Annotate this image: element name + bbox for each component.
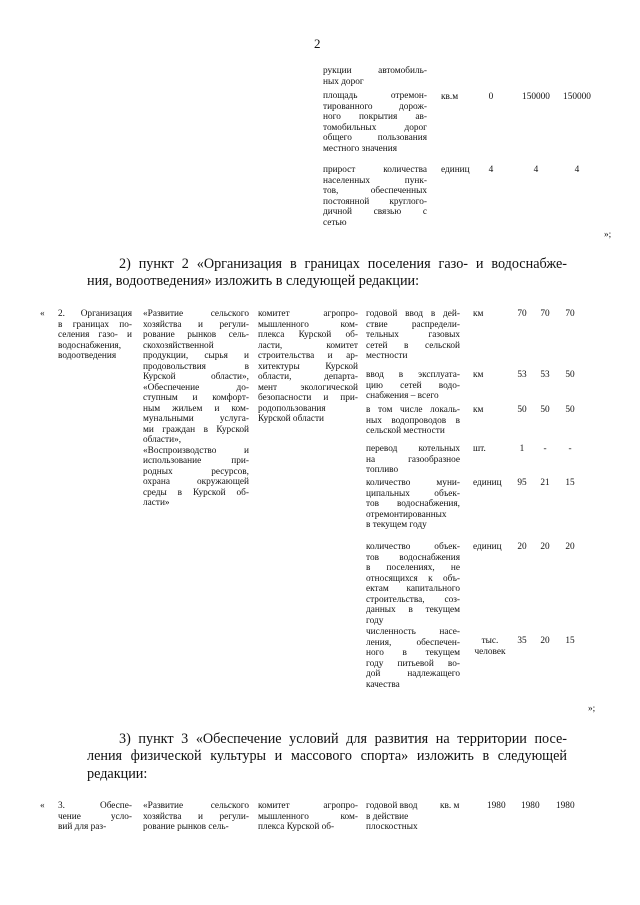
value-cell-2: 21 (540, 478, 550, 488)
indicator-cell (366, 542, 460, 626)
paragraph-item-3 (87, 731, 567, 783)
state-program-cell-line: родных ресурсов, (143, 466, 249, 477)
indicator-cell-line: плоскостных (366, 822, 418, 832)
value-cell-2: 1980 (521, 801, 540, 811)
state-program-cell (143, 801, 249, 833)
indicator-cell-line: ввод в эксплуата- (366, 370, 460, 380)
program-cell (58, 801, 132, 833)
indicator-cell-line: дичной связью с (323, 207, 427, 217)
indicator-cell (323, 165, 427, 228)
state-program-cell-line: продукции, сырья и (143, 351, 249, 361)
indicator-cell-line: годовой ввод в дей- (366, 309, 460, 319)
indicator-cell-line: отремонтированных (366, 509, 447, 520)
state-program-cell-line: рование рынков сель- (143, 822, 229, 832)
value-cell-3: 4 (574, 165, 580, 175)
indicator-cell-line: сельской местности (366, 426, 445, 436)
indicator-cell-line: году питьевой во- (366, 658, 460, 669)
indicator-cell-line: в поселениях, не (366, 563, 460, 573)
state-program-cell-line: Курской области», (143, 372, 249, 382)
program-cell-line: вий для раз- (58, 822, 107, 832)
state-program-cell-line: использование при- (143, 456, 249, 466)
value-cell-2: 70 (540, 309, 550, 319)
indicator-cell-line: сетей в сельской (366, 340, 460, 351)
indicator-cell-line: ных дорог (323, 76, 364, 87)
indicator-cell-line: томобильных дорог (323, 122, 427, 133)
program-cell-line: в границах по- (58, 319, 132, 330)
state-program-cell (143, 309, 249, 509)
indicator-cell-line: численность насе- (366, 627, 460, 637)
indicator-cell-line: тельных газовых (366, 330, 460, 340)
indicator-cell-line: количество муни- (366, 478, 460, 488)
value-cell-3: 70 (565, 309, 575, 319)
indicator-cell-line: дой надлежащего (366, 669, 460, 679)
indicator-cell-line: населенных пунк- (323, 175, 427, 186)
program-cell-line: 2. Организация (58, 309, 132, 319)
indicator-cell-line: ствие распредели- (366, 319, 460, 330)
indicator-cell-line: площадь отремон- (323, 91, 427, 101)
responsible-cell-line: комитет агропро- (258, 309, 358, 319)
indicator-cell-line: году (366, 615, 384, 626)
indicator-cell (366, 444, 460, 476)
indicator-cell-line: ления, обеспечен- (366, 637, 460, 648)
value-cell-3: 50 (565, 405, 575, 415)
value-cell-2: 53 (540, 370, 550, 380)
state-program-cell-line: «Развитие сельского (143, 801, 249, 811)
unit-cell: км (473, 370, 484, 380)
indicator-cell-line: в действие (366, 811, 409, 822)
program-cell-line: водоснабжения, (58, 340, 122, 351)
indicator-cell-line: годовой ввод (366, 801, 418, 811)
indicator-cell-line: местности (366, 351, 408, 361)
responsible-cell-line: плекса Курской об- (258, 822, 335, 832)
indicator-cell-line: тов водоснабжения (366, 552, 460, 563)
unit-cell: единиц (473, 542, 502, 552)
responsible-cell-line: мышленного ком- (258, 811, 358, 822)
responsible-cell-line: мент экологической (258, 382, 358, 393)
value-cell-3: 1980 (556, 801, 575, 811)
value-cell-3: 15 (565, 478, 575, 488)
indicator-cell (323, 91, 427, 154)
indicator-cell-line: ектам капитального (366, 584, 460, 594)
indicator-cell-line: перевод котельных (366, 444, 460, 454)
unit-cell: тыс. человек (474, 636, 506, 657)
indicator-cell (366, 405, 460, 437)
indicator-cell-line: количество объек- (366, 542, 460, 552)
indicator-cell-line: относящихся к объ- (366, 573, 460, 584)
unit-cell: единиц (473, 478, 502, 488)
paragraph-3-line-3: редакции: (87, 765, 148, 782)
page-number: 2 (314, 36, 321, 51)
indicator-cell (366, 627, 460, 690)
unit-cell: км (473, 309, 484, 319)
state-program-cell-line: области», (143, 435, 182, 445)
value-cell-2: 150000 (522, 92, 550, 102)
value-cell-1: 4 (488, 165, 494, 175)
state-program-cell-line: «Развитие сельского (143, 309, 249, 319)
responsible-cell-line: Курской области (258, 414, 324, 424)
unit-cell: кв.м (441, 92, 459, 102)
program-cell (58, 309, 132, 362)
value-cell-3: 150000 (563, 92, 591, 102)
responsible-cell-line: строительства и ар- (258, 351, 358, 361)
indicator-cell-line: тов, обеспеченных (323, 186, 427, 196)
state-program-cell-line: «Обеспечение до- (143, 382, 249, 393)
responsible-cell-line: области, департа- (258, 372, 358, 382)
indicator-cell-line: тов водоснабжения, (366, 499, 460, 509)
state-program-cell-line: хозяйства и регули- (143, 319, 249, 330)
program-cell-line: водоотведения (58, 351, 117, 361)
indicator-cell-line: в том числе локаль- (366, 405, 460, 415)
state-program-cell-line: ми граждан в Курской (143, 424, 249, 435)
value-cell-3: 50 (565, 370, 575, 380)
paragraph-3-line-2: ления физической культуры и массового спорта» изложить в следующей (87, 748, 567, 765)
indicator-cell-line: тированного дорож- (323, 101, 427, 112)
indicator-cell-line: прирост количества (323, 165, 427, 175)
responsible-cell-line: комитет агропро- (258, 801, 358, 811)
state-program-cell-line: скохозяйственной (143, 340, 214, 351)
state-program-cell-line: рование рынков сель- (143, 330, 249, 340)
opening-quote: « (40, 801, 45, 811)
indicator-cell (366, 370, 460, 402)
indicator-cell-line: рукции автомобиль- (323, 66, 427, 76)
value-cell-2: - (543, 444, 547, 454)
state-program-cell-line: продовольствия в (143, 361, 249, 372)
value-cell-1: 95 (517, 478, 527, 488)
program-cell-line: чение усло- (58, 811, 132, 822)
indicator-cell-line: строительства, соз- (366, 594, 460, 605)
value-cell-1: 50 (517, 405, 527, 415)
paragraph-item-2 (87, 256, 567, 291)
closing-quote: »; (588, 704, 596, 714)
opening-quote: « (40, 309, 45, 319)
indicator-cell-line: в текущем году (366, 520, 427, 530)
indicator-cell-line: общего пользования (323, 133, 427, 143)
value-cell-1: 35 (517, 636, 527, 646)
indicator-cell-line: ных водопроводов в (366, 415, 460, 426)
state-program-cell-line: среды в Курской об- (143, 487, 249, 498)
unit-cell: шт. (473, 444, 486, 454)
value-cell-3: - (568, 444, 572, 454)
state-program-cell-line: ступным и комфорт- (143, 393, 249, 403)
value-cell-2: 20 (540, 636, 550, 646)
program-cell-line: селения газо- и (58, 330, 132, 340)
state-program-cell-line: «Воспроизводство и (143, 445, 249, 456)
paragraph-2-line-1: 2) пункт 2 «Организация в границах поселения газо- и водоснабже- (119, 256, 567, 272)
state-program-cell-line: ласти» (143, 498, 170, 508)
unit-cell: кв. м (440, 801, 460, 811)
responsible-cell-line: безопасности и при- (258, 393, 358, 403)
responsible-cell-line: плекса Курской об- (258, 330, 358, 340)
state-program-cell-line: мунальными услуга- (143, 414, 249, 424)
unit-cell: единиц (441, 165, 470, 175)
value-cell-3: 15 (565, 636, 575, 646)
closing-quote: »; (604, 230, 612, 240)
indicator-cell-line: топливо (366, 465, 399, 475)
indicator-cell-line: данных в текущем (366, 605, 460, 615)
state-program-cell-line: охрана окружающей (143, 477, 249, 487)
value-cell-1: 53 (517, 370, 527, 380)
value-cell-2: 50 (540, 405, 550, 415)
indicator-cell (366, 309, 460, 362)
value-cell-2: 20 (540, 542, 550, 552)
indicator-cell-line: сетью (323, 217, 347, 228)
value-cell-3: 20 (565, 542, 575, 552)
indicator-cell-line: снабжения – всего (366, 391, 439, 401)
indicator-cell-line: качества (366, 679, 400, 690)
indicator-cell-line: ного в текущем (366, 648, 460, 658)
indicator-cell (323, 66, 427, 87)
unit-cell: км (473, 405, 484, 415)
value-cell-1: 70 (517, 309, 527, 319)
indicator-cell (366, 478, 460, 531)
responsible-cell-line: ласти, комитет (258, 340, 358, 351)
responsible-cell-line: мышленного ком- (258, 319, 358, 330)
responsible-cell (258, 309, 358, 425)
indicator-cell-line: цию сетей водо- (366, 380, 460, 391)
indicator-cell-line: ципальных объек- (366, 488, 460, 499)
value-cell-1: 0 (488, 92, 494, 102)
responsible-cell (258, 801, 358, 833)
value-cell-1: 1 (519, 444, 525, 454)
value-cell-2: 4 (533, 165, 539, 175)
value-cell-1: 1980 (487, 801, 506, 811)
indicator-cell-line: на газообразное (366, 454, 460, 465)
program-cell-line: 3. Обеспе- (58, 801, 132, 811)
paragraph-2-line-2: ния, водоотведения» изложить в следующей редакции: (87, 273, 420, 290)
paragraph-3-line-1: 3) пункт 3 «Обеспечение условий для развития на территории посе- (119, 731, 567, 747)
indicator-cell-line: местного значения (323, 143, 398, 154)
state-program-cell-line: хозяйства и регули- (143, 811, 249, 822)
state-program-cell-line: ным жильем и ком- (143, 403, 249, 414)
responsible-cell-line: хитектуры Курской (258, 361, 358, 372)
responsible-cell-line: родопользования (258, 403, 326, 414)
indicator-cell-line: ного покрытия ав- (323, 112, 427, 122)
indicator-cell-line: постоянной круглого- (323, 196, 427, 207)
value-cell-1: 20 (517, 542, 527, 552)
